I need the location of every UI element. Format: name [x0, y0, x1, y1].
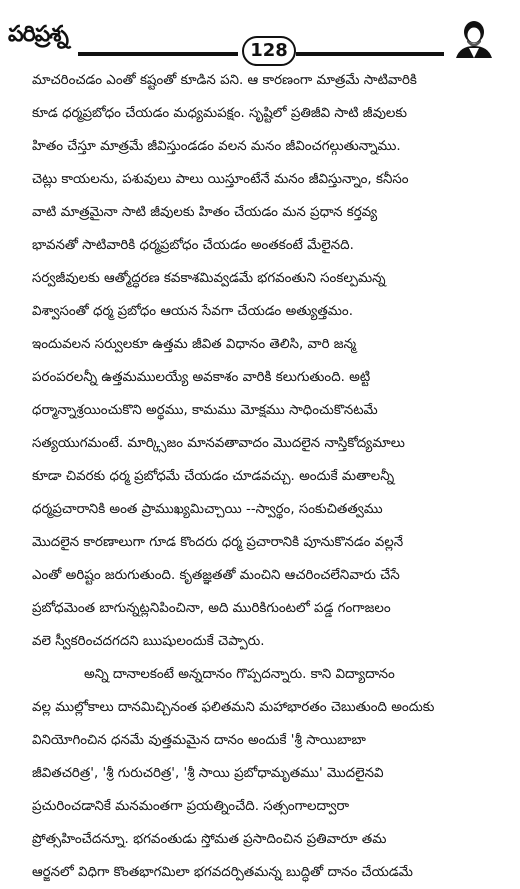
text-line: ధర్మాన్నాశ్రయించుకొని అర్థము, కామము మోక్షము సాధించుకొనటమే [32, 403, 378, 418]
page-header [0, 0, 520, 64]
text-line: అన్ని దానాలకంటే అన్నదానం గొప్పదన్నారు. కాని విద్యాదానం [84, 667, 395, 682]
text-line: ఇందువలన సర్వులకూ ఉత్తమ జీవిత విధానం తెలిసి, వారి జన్మ [32, 337, 357, 352]
text-line: సత్యయుగమంటే. మార్క్సిజం మానవతావాదం మొదలైన నాస్తికోద్యమాలు [32, 436, 405, 451]
text-line: పరంపరలన్నీ ఉత్తమములయ్యే అవకాశం వారికి కలుగుతుంది. అట్టి [32, 370, 371, 385]
text-line: కూడా చివరకు ధర్మ ప్రబోధమే చేయడం చూడవచ్చు. అందుకే మతాలన్నీ [32, 469, 395, 484]
header-rule-right [296, 52, 444, 56]
text-line: మాచరించడం ఎంతో కష్టంతో కూడిన పని. ఆ కారణంగా మాత్రమే సాటివారికి [32, 73, 417, 88]
text-line: ప్రోత్సహించేదన్నూ. భగవంతుడు స్తోమత ప్రసాదించిన ప్రతివారూ తమ [32, 832, 387, 847]
text-line: మొదలైన కారణాలుగా గూడ కొందరు ధర్మ ప్రచారానికి పూనుకొనడం వల్లనే [32, 535, 404, 550]
text-line: వాటి మాత్రమైనా సాటి జీవులకు హితం చేయడం మన ప్రధాన కర్తవ్య [32, 205, 378, 220]
text-line: సర్వజీవులకు ఆత్మోద్ధరణ కవకాశమివ్వడమే భగవంతుని సంకల్పమన్న [32, 271, 386, 286]
text-line: వల్ల ముల్లోకాలు దానమిచ్చినంత ఫలితమని మహాభారతం చెబుతుంది అందుకు [32, 700, 435, 715]
text-line: వలె స్వీకరించదగదని ఋషులందుకే చెప్పారు. [32, 634, 265, 649]
text-line: ప్రచురించడానికే మనమంతగా ప్రయత్నించేది. సత్సంగాలద్వారా [32, 799, 350, 814]
text-line: జీవితచరిత్ర', 'శ్రీ గురుచరిత్ర', 'శ్రీ సాయి ప్రబోధామృతము' మొదలైనవి [32, 766, 384, 781]
text-line: హితం చేస్తూ మాత్రమే జీవిస్తుండడం వలన మనం జీవించగల్గుతున్నాము. [32, 139, 401, 154]
text-line: విశ్వాసంతో ధర్మ ప్రబోధం ఆయన సేవగా చేయడం అత్యుత్తమం. [32, 304, 353, 319]
text-line: ప్రబోధమెంత బాగున్నట్లనిపించినా, అది మురికిగుంటలో పడ్డ గంగాజలం [32, 601, 391, 616]
text-line: చెట్లు కాయలను, పశువులు పాలు యిస్తూంటేనే మనం జీవిస్తున్నాం, కనీసం [32, 172, 409, 187]
book-title: పరిప్రశ్న [8, 22, 68, 47]
text-line: ధర్మప్రచారానికి అంత ప్రాముఖ్యమిచ్చాయి --స్వార్థం, సంకుచితత్వము [32, 502, 383, 517]
page-number: 128 [242, 36, 296, 66]
text-line: వినియోగించిన ధనమే వుత్తమమైన దానం అందుకే 'శ్రీ సాయిబాబా [32, 733, 366, 748]
header-rule-left [78, 52, 238, 56]
text-line: ఎంతో అరిష్టం జరుగుతుంది. కృతజ్ఞతతో మంచిని ఆచరించలేనివారు చేసే [32, 568, 400, 583]
page-body [32, 64, 506, 889]
text-line: భావనతో సాటివారికి ధర్మప్రబోధం చేయడం అంతకంటే మేలైనది. [32, 238, 354, 253]
portrait-icon [452, 18, 496, 58]
text-line: కూడ ధర్మప్రబోధం చేయడం మధ్యమపక్షం. సృష్టిలో ప్రతిజీవి సాటి జీవులకు [32, 106, 408, 121]
text-line: ఆర్జనలో విధిగా కొంతభాగమిలా భగవదర్పితమన్న బుద్ధితో దానం చేయడమే [32, 865, 413, 880]
